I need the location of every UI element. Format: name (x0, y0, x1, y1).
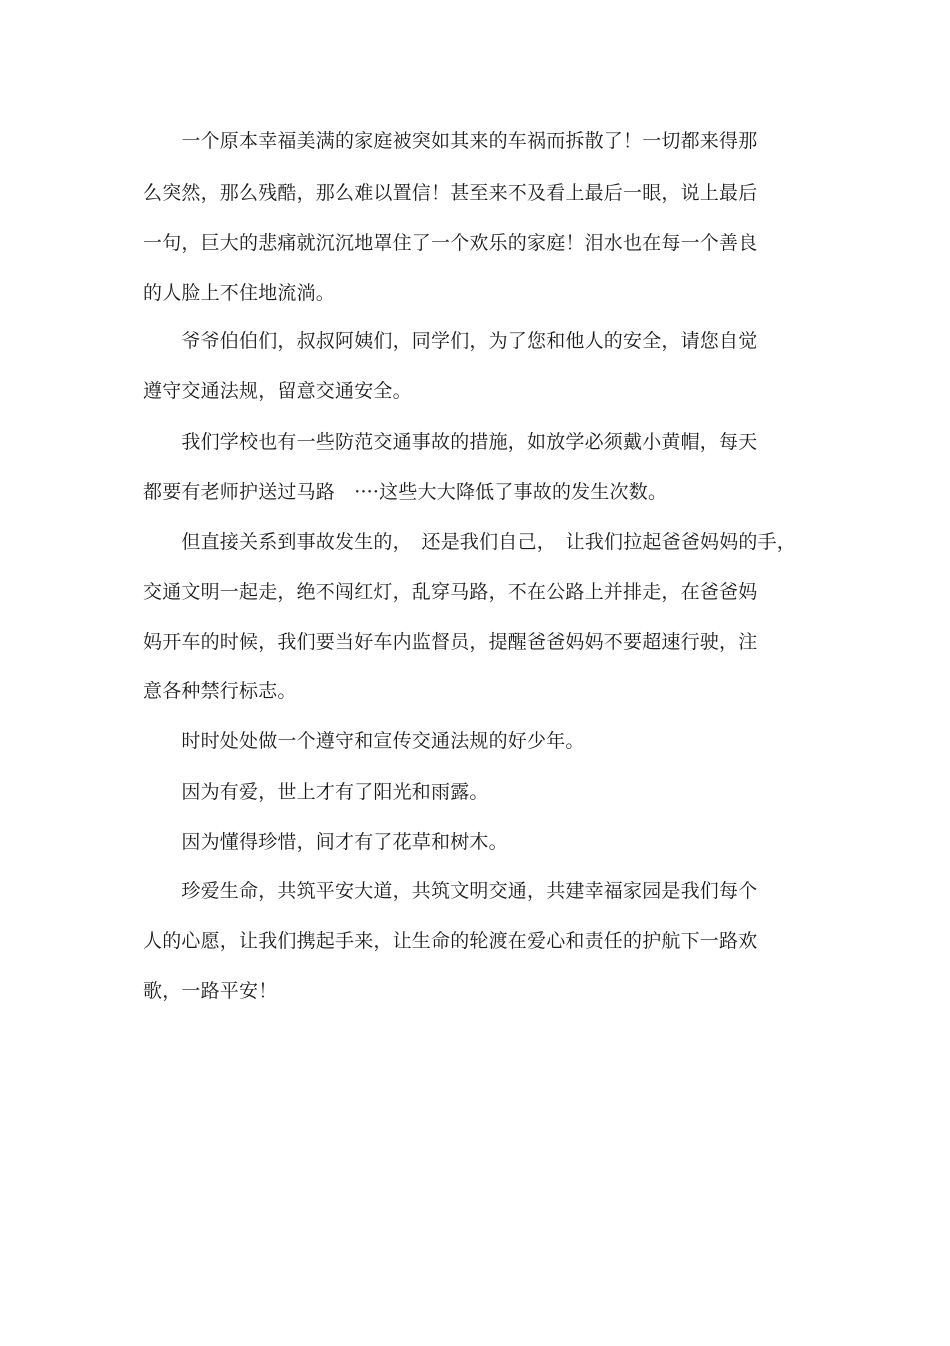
text-line: 的人脸上不住地流淌。 (143, 282, 336, 304)
text-line: 交通文明一起走，绝不闯红灯，乱穿马路，不在公路上并排走，在爸爸妈 (143, 581, 758, 603)
text-line: 时时处处做一个遵守和宣传交通法规的好少年。 (143, 730, 585, 752)
text-line: 一句，巨大的悲痛就沉沉地罩住了一个欢乐的家庭！泪水也在每一个善良 (143, 232, 758, 254)
text-line: 但直接关系到事故发生的， 还是我们自己， 让我们拉起爸爸妈妈的手， (143, 531, 797, 553)
text-line: 遵守交通法规，留意交通安全。 (143, 380, 412, 402)
text-line: 珍爱生命，共筑平安大道，共筑文明交通，共建幸福家园是我们每个 (143, 880, 758, 902)
text-line: 一个原本幸福美满的家庭被突如其来的车祸而拆散了！一切都来得那 (143, 130, 758, 152)
text-line: 歌，一路平安！ (143, 980, 278, 1002)
text-line: 因为懂得珍惜，间才有了花草和树木。 (143, 831, 508, 853)
text-line: 意各种禁行标志。 (143, 680, 297, 702)
text-line: 都要有老师护送过马路 ····这些大大降低了事故的发生次数。 (143, 481, 668, 503)
text-line: 么突然，那么残酷，那么难以置信！甚至来不及看上最后一眼，说上最后 (143, 182, 758, 204)
text-line: 人的心愿，让我们携起手来，让生命的轮渡在爱心和责任的护航下一路欢 (143, 930, 758, 952)
text-line: 爷爷伯伯们，叔叔阿姨们，同学们，为了您和他人的安全，请您自觉 (143, 330, 758, 352)
text-line: 因为有爱，世上才有了阳光和雨露。 (143, 781, 489, 803)
text-line: 我们学校也有一些防范交通事故的措施，如放学必须戴小黄帽，每天 (143, 431, 758, 453)
text-line: 妈开车的时候，我们要当好车内监督员，提醒爸爸妈妈不要超速行驶，注 (143, 631, 758, 653)
